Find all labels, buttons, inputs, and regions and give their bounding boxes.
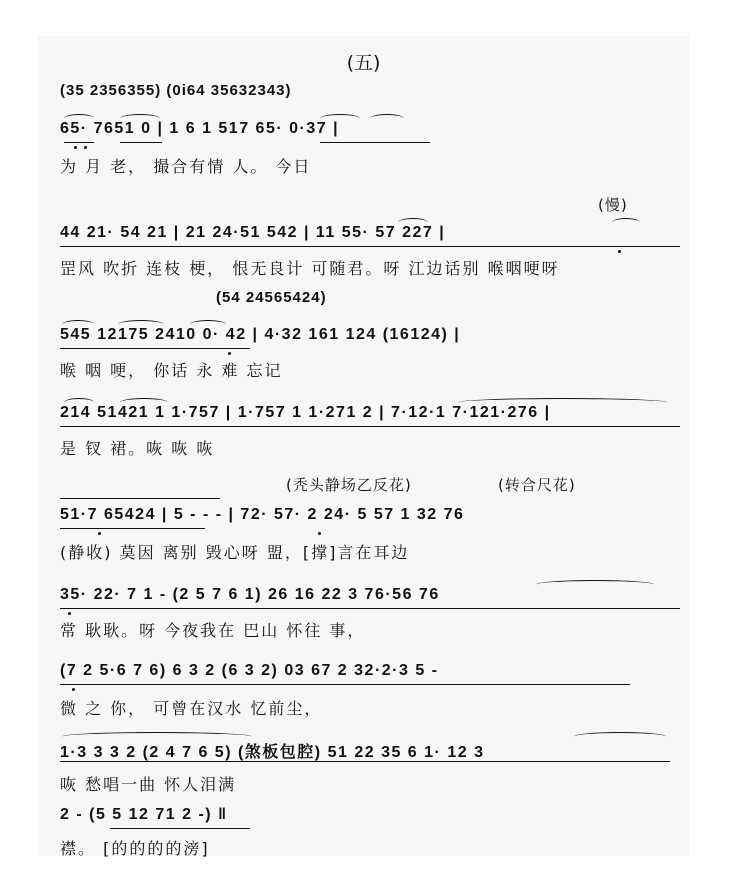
slur-mark [370,114,404,123]
prelude-line-3: (54 24565424) [216,289,327,306]
octave-dot [68,612,71,615]
slur-mark [62,732,252,741]
notation-line-5: 51·7 65424 | 5 - - - | 72· 57· 2 24· 5 57 1 32 76 [60,506,465,523]
lyric-line-5: (静收) 莫因 离别 毁心呀 盟，[撑]言在耳边 [60,543,410,562]
beam-line [60,608,680,609]
beam-line [64,142,94,143]
notation-line-4: 214 51421 1 1·757 | 1·757 1 1·271 2 | 7·12·1 7·121·276 | [60,404,551,421]
beam-line [60,498,220,499]
beam-line [120,142,162,143]
slur-mark [536,580,654,589]
notation-line-9: 2 - (5 5 12 71 2 -) ‖ [60,806,228,823]
beam-line [60,684,630,685]
slur-mark [612,218,640,227]
slur-mark [320,114,360,123]
octave-dot [74,146,77,149]
slur-mark [64,114,94,123]
beam-line [60,426,680,427]
tune-label-b: (转合尺花) [498,476,576,494]
beam-line [60,348,250,349]
beam-line [110,828,250,829]
slur-mark [458,398,668,407]
lyric-line-1: 为 月 老， 撮合有情 人。 今日 [60,157,312,176]
octave-dot [72,688,75,691]
octave-dot [618,250,621,253]
notation-line-6: 35· 22· 7 1 - (2 5 7 6 1) 26 16 22 3 76·56 76 [60,586,440,603]
lyric-line-4: 是 钗 裙。咴 咴 咴 [60,439,215,458]
lyric-line-9: 襟。 [的的的的滂] [60,839,210,858]
notation-line-2: 44 21· 54 21 | 21 24·51 542 | 11 55· 57 227 | [60,224,446,241]
octave-dot [228,352,231,355]
lyric-line-8: 咴 愁唱一曲 怀人泪满 [60,775,237,794]
lyric-line-7: 微 之 你， 可曾在汉水 忆前尘， [60,699,323,718]
notation-line-8: 1·3 3 3 2 (2 4 7 6 5) (煞板包腔) 51 22 35 6 1· 12 3 [60,744,485,761]
beam-line [320,142,430,143]
slur-mark [574,732,666,741]
slur-mark [190,320,226,329]
slur-mark [120,398,168,407]
beam-line [60,528,205,529]
lyric-line-3: 喉 咽 哽， 你话 永 难 忘记 [60,361,283,380]
octave-dot [84,146,87,149]
octave-dot [98,532,101,535]
beam-line [60,246,680,247]
slur-mark [120,114,160,123]
slur-mark [64,398,94,407]
notation-line-7: (7 2 5·6 7 6) 6 3 2 (6 3 2) 03 67 2 32·2·3 5 - [60,662,439,679]
lyric-line-6: 常 耿耿。呀 今夜我在 巴山 怀往 事， [60,621,366,640]
slur-mark [118,320,164,329]
tempo-slow-label: (慢) [598,196,628,214]
prelude-line-1: (35 2356355) (0i64 35632343) [60,82,292,99]
octave-dot [318,532,321,535]
slur-mark [62,320,94,329]
notation-line-3: 545 12175 2410 0· 42 | 4·32 161 124 (16124) | [60,326,461,343]
section-marker: (五) [346,52,381,74]
score-page [38,36,689,856]
notation-line-1: 65· 7651 0 | 1 6 1 517 65· 0·37 | [60,120,340,137]
lyric-line-2: 罡风 吹折 连枝 梗， 恨无良计 可随君。呀 江边话别 喉咽哽呀 [60,259,560,278]
beam-line [60,761,670,762]
slur-mark [398,218,428,227]
tune-label-a: (秃头静场乙反花) [286,476,412,494]
